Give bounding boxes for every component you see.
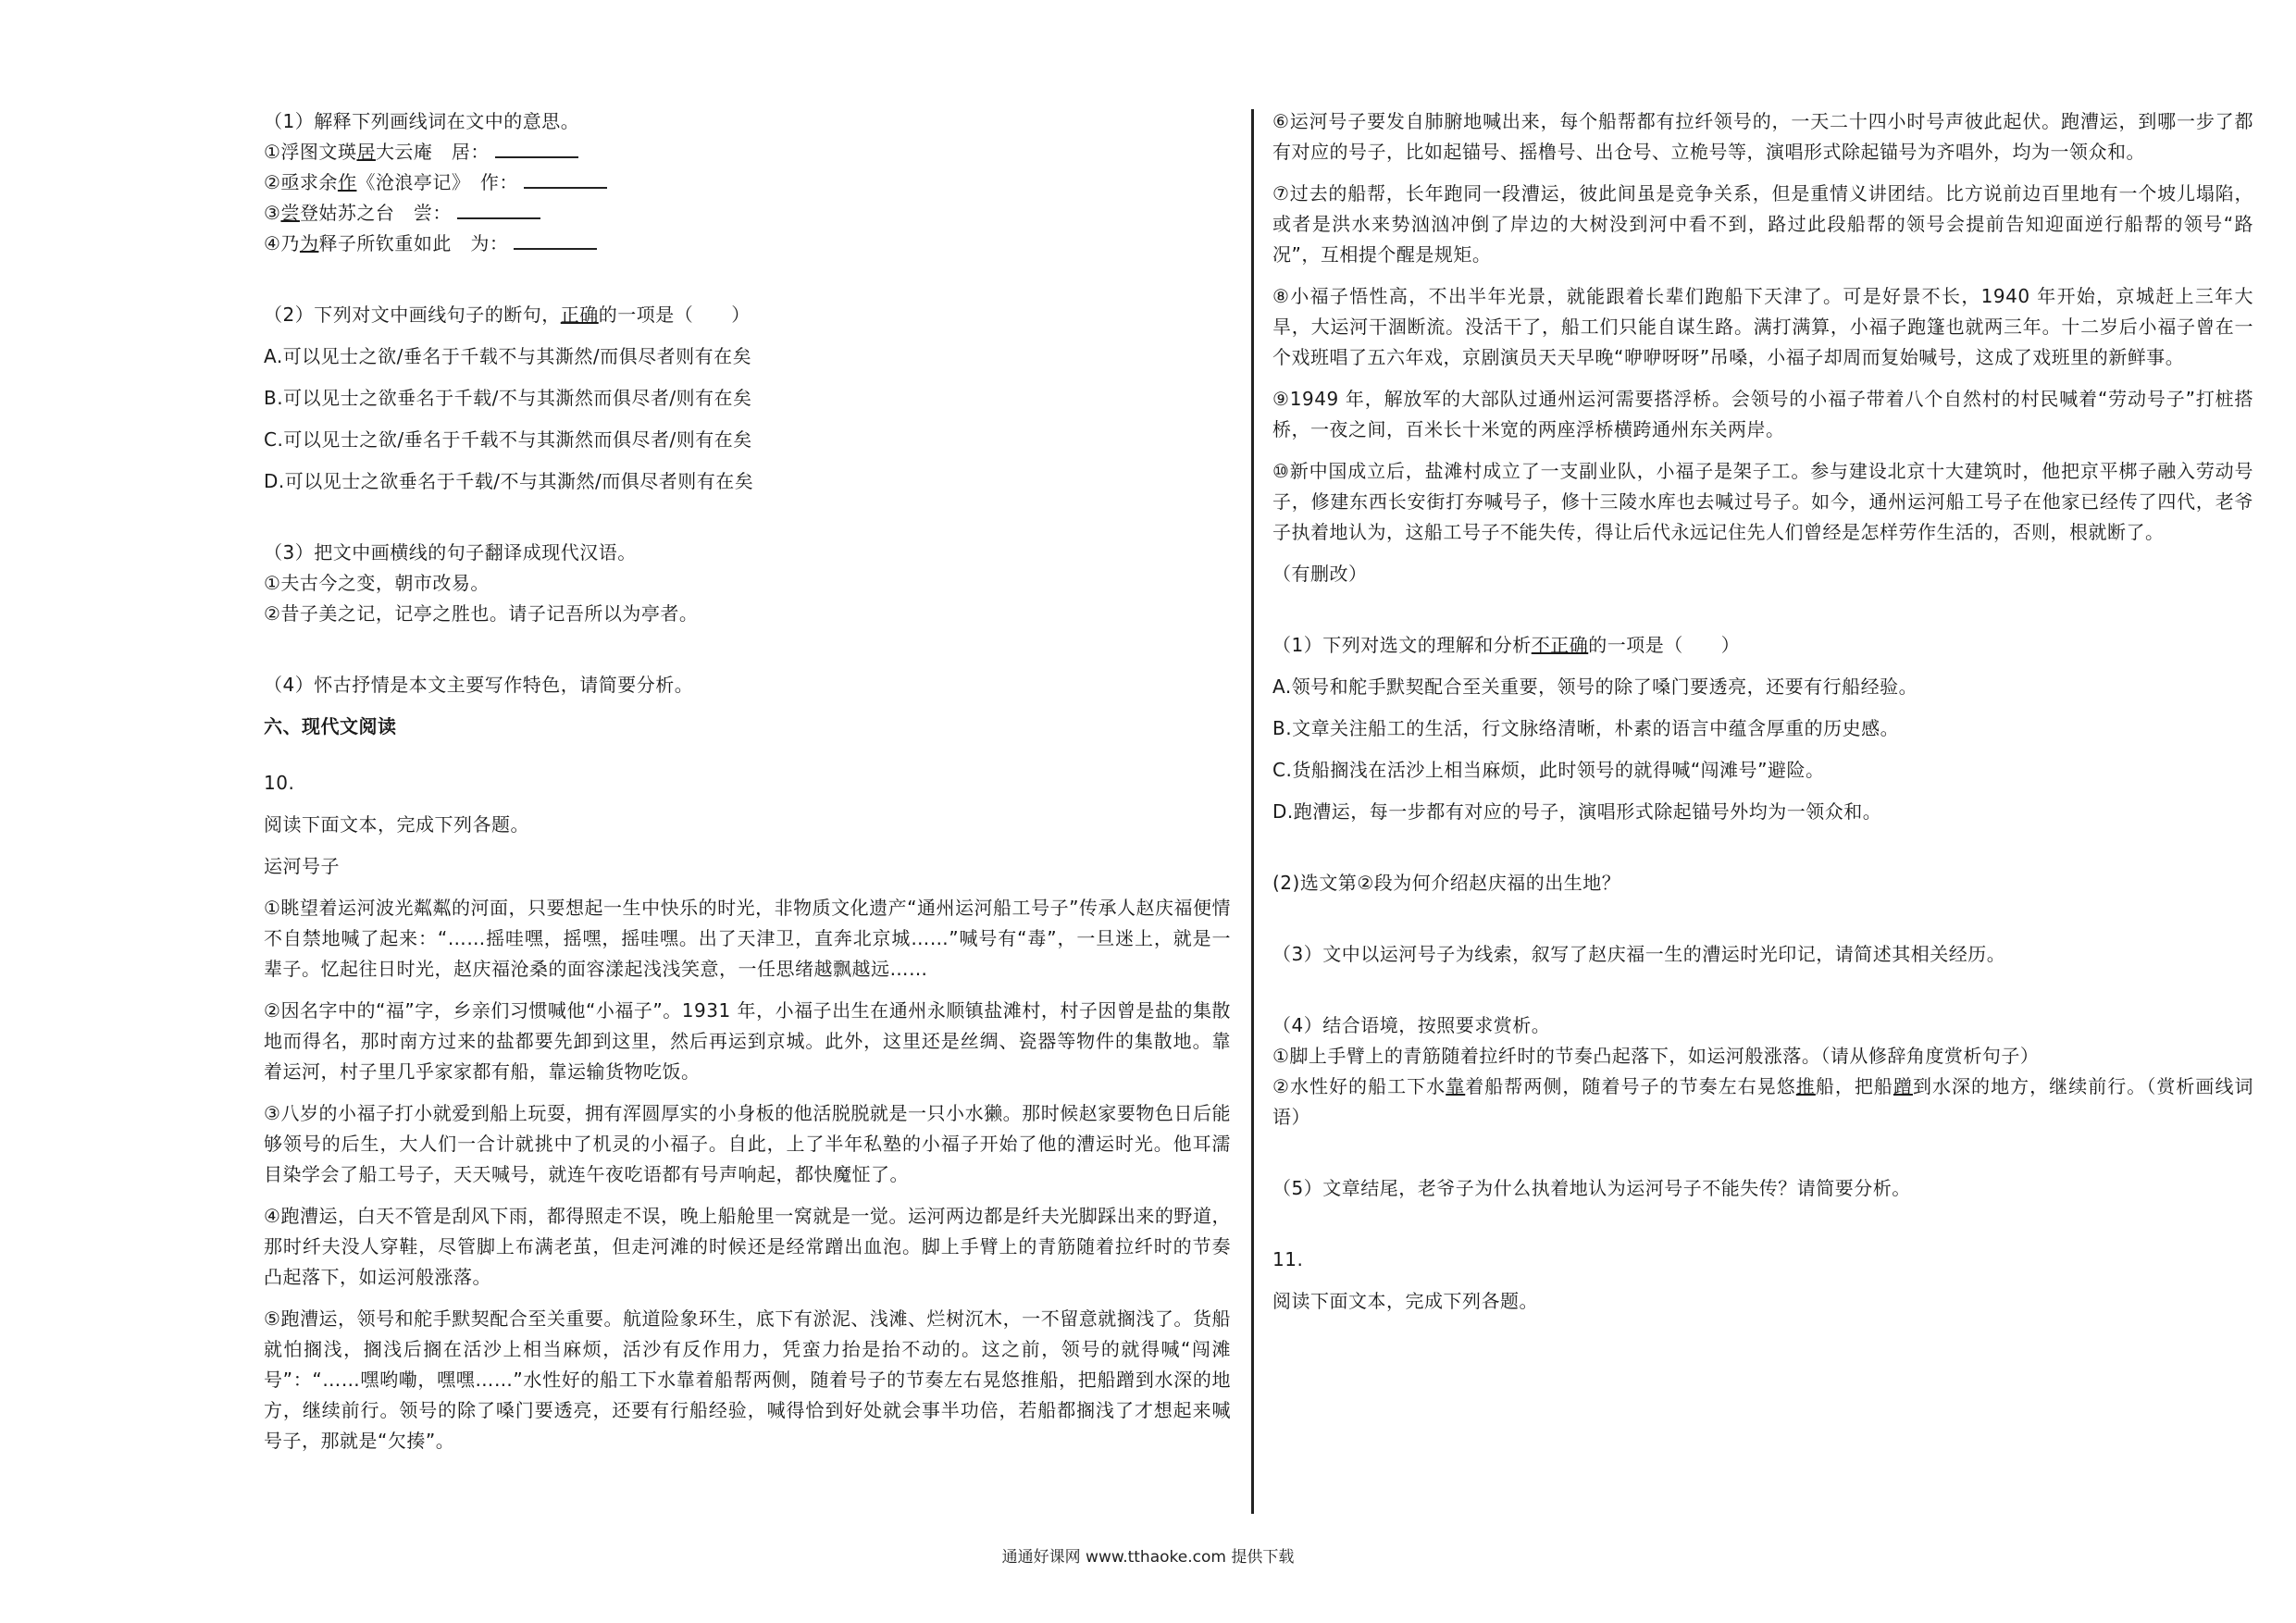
section-heading: 六、现代文阅读 <box>264 715 397 737</box>
q3-item-2: ②昔子美之记，记亭之胜也。请子记吾所以为亭者。 <box>264 602 699 625</box>
right-column <box>1272 106 2253 1317</box>
q1-head-right: （1）下列对选文的理解和分析不正确的一项是（ ） <box>1272 634 1741 656</box>
article-paragraph-5: ⑤跑漕运，领号和舵手默契配合至关重要。航道险象环生，底下有淤泥、浅滩、烂树沉木，一不留意就搁浅了。货船就怕搁浅，搁浅后搁在活沙上相当麻烦，活沙有反作用力，凭蛮力抬是抬不动的。这之前，领号的就得喊“闯滩号”：“……嘿哟嘞，嘿嘿……”水性好的船工下水靠着船帮两侧，随着号子的节奏左右晃悠推船，把船蹭到水深的地方，继续前行。领号的除了嗓门要透亮，还要有行船经验，喊得恰到好处就会事半功倍，若船都搁浅了才想起来喊号子，那就是“欠揍”。 <box>264 1307 1231 1452</box>
q1-item-2: ②亟求余作《沧浪亭记》 作： <box>264 167 1231 198</box>
q10-intro: 阅读下面文本，完成下列各题。 <box>264 813 529 836</box>
article-paragraph-9: ⑨1949 年，解放军的大部队过通州运河需要搭浮桥。会领号的小福子带着八个自然村的村民喊着“劳动号子”打桩搭桥，一夜之间，百米长十米宽的两座浮桥横跨通州东关两岸。 <box>1272 388 2253 440</box>
q3-item-1: ①夫古今之变，朝市改易。 <box>264 572 490 594</box>
left-column <box>264 106 1231 1456</box>
q2-option-d: D.可以见士之欲垂名于千载/不与其澌然/而俱尽者则有在矣 <box>264 470 754 492</box>
q2-question-right: (2)选文第②段为何介绍赵庆福的出生地？ <box>1272 872 1621 894</box>
article-paragraph-6: ⑥运河号子要发自肺腑地喊出来，每个船帮都有拉纤领号的，一天二十四小时号声彼此起伏。跑漕运，到哪一步了都有对应的号子，比如起锚号、摇橹号、出仓号、立桅号等，演唱形式除起锚号为齐唱外，均为一领众和。 <box>1272 110 2253 163</box>
q1-item-4: ④乃为释子所钦重如此 为： <box>264 229 1231 259</box>
q11-intro: 阅读下面文本，完成下列各题。 <box>1272 1290 1538 1312</box>
q1-head: （1）解释下列画线词在文中的意思。 <box>264 110 580 132</box>
q2-option-c: C.可以见士之欲/垂名于千载不与其澌然而俱尽者/则有在矣 <box>264 428 752 451</box>
page-footer: 通通好课网 www.tthaoke.com 提供下载 <box>1001 1548 1295 1567</box>
question-number-10: 10. <box>264 772 295 794</box>
article-paragraph-2: ②因名字中的“福”字，乡亲们习惯喊他“小福子”。1931 年，小福子出生在通州永顺镇盐滩村，村子因曾是盐的集散地而得名，那时南方过来的盐都要先卸到这里，然后再运到京城。此外，这里还是丝绸、瓷器等物件的集散地。靠着运河，村子里几乎家家都有船，靠运输货物吃饭。 <box>264 999 1231 1083</box>
article-paragraph-3: ③八岁的小福子打小就爱到船上玩耍，拥有浑圆厚实的小身板的他活脱脱就是一只小水獭。那时候赵家要物色日后能够领号的后生，大人们一合计就挑中了机灵的小福子。自此，上了半年私塾的小福子开始了他的漕运时光。他耳濡目染学会了船工号子，天天喊号，就连午夜吃语都有号声响起，都快魔怔了。 <box>264 1102 1231 1185</box>
q1-option-b: B.文章关注船工的生活，行文脉络清晰，朴素的语言中蕴含厚重的历史感。 <box>1272 717 1900 739</box>
source-note: （有删改） <box>1272 563 1368 585</box>
q2-option-b: B.可以见士之欲垂名于千载/不与其澌然而俱尽者/则有在矣 <box>264 387 752 409</box>
article-paragraph-8: ⑧小福子悟性高，不出半年光景，就能跟着长辈们跑船下天津了。可是好景不长，1940 年开始，京城赶上三年大旱，大运河干涸断流。没活干了，船工们只能自谋生路。满打满算，小福子跑篷也就两三年。十二岁后小福子曾在一个戏班唱了五六年戏，京剧演员天天早晚“咿咿呀呀”吊嗓，小福子却周而复始喊号，这成了戏班里的新鲜事。 <box>1272 285 2253 368</box>
answer-blank <box>524 170 607 189</box>
answer-blank <box>457 201 540 219</box>
q1-option-a: A.领号和舵手默契配合至关重要，领号的除了嗓门要透亮，还要有行船经验。 <box>1272 675 1918 698</box>
question-number-11: 11. <box>1272 1248 1304 1270</box>
q3-question-right: （3）文中以运河号子为线索，叙写了赵庆福一生的漕运时光印记，请简述其相关经历。 <box>1272 943 2006 965</box>
q2-option-a: A.可以见士之欲/垂名于千载不与其澌然/而俱尽者则有在矣 <box>264 345 752 367</box>
answer-blank <box>514 231 597 250</box>
column-divider <box>1251 109 1254 1514</box>
q4-item-2: ②水性好的船工下水靠着船帮两侧，随着号子的节奏左右晃悠推船，把船蹭到水深的地方，继续前行。（赏析画线词语） <box>1272 1075 2253 1128</box>
q4-item-1: ①脚上手臂上的青筋随着拉纤时的节奏凸起落下，如运河般涨落。（请从修辞角度赏析句子） <box>1272 1045 2040 1067</box>
q4-question: （4）怀古抒情是本文主要写作特色，请简要分析。 <box>264 674 694 696</box>
article-paragraph-1: ①眺望着运河波光粼粼的河面，只要想起一生中快乐的时光，非物质文化遗产“通州运河船工号子”传承人赵庆福便情不自禁地喊了起来：“……摇哇嘿，摇嘿，摇哇嘿。出了天津卫，直奔北京城……”喊号有“毒”，一旦迷上，就是一辈子。忆起往日时光，赵庆福沧桑的面容漾起浅浅笑意，一任思绪越飘越远…… <box>264 897 1231 980</box>
q1-option-d: D.跑漕运，每一步都有对应的号子，演唱形式除起锚号外均为一领众和。 <box>1272 800 1882 823</box>
q1-item-3: ③尝登姑苏之台 尝： <box>264 198 1231 229</box>
q4-head-right: （4）结合语境，按照要求赏析。 <box>1272 1014 1551 1036</box>
q3-head: （3）把文中画横线的句子翻译成现代汉语。 <box>264 541 637 564</box>
article-paragraph-7: ⑦过去的船帮，长年跑同一段漕运，彼此间虽是竞争关系，但是重情义讲团结。比方说前边百里地有一个坡儿塌陷，或者是洪水来势汹汹冲倒了岸边的大树没到河中看不到，路过此段船帮的领号会提前告知迎面逆行船帮的领号“路况”，互相提个醒是规矩。 <box>1272 182 2253 266</box>
q1-item-1: ①浮图文瑛居大云庵 居： <box>264 137 1231 167</box>
article-paragraph-10: ⑩新中国成立后，盐滩村成立了一支副业队，小福子是架子工。参与建设北京十大建筑时，他把京平梆子融入劳动号子，修建东西长安街打夯喊号子，修十三陵水库也去喊过号子。如今，通州运河船工号子在他家已经传了四代，老爷子执着地认为，这船工号子不能失传，得让后代永远记住先人们曾经是怎样劳作生活的，否则，根就断了。 <box>1272 460 2253 543</box>
answer-blank <box>495 140 578 158</box>
q1-option-c: C.货船搁浅在活沙上相当麻烦，此时领号的就得喊“闯滩号”避险。 <box>1272 759 1825 781</box>
q5-question-right: （5）文章结尾，老爷子为什么执着地认为运河号子不能失传？请简要分析。 <box>1272 1177 1911 1199</box>
q2-head: （2）下列对文中画线句子的断句，正确的一项是（ ） <box>264 304 751 326</box>
article-title: 运河号子 <box>264 855 340 877</box>
article-paragraph-4: ④跑漕运，白天不管是刮风下雨，都得照走不误，晚上船舱里一窝就是一觉。运河两边都是纤夫光脚踩出来的野道，那时纤夫没人穿鞋，尽管脚上布满老茧，但走河滩的时候还是经常蹭出血泡。脚上手臂上的青筋随着拉纤时的节奏凸起落下，如运河般涨落。 <box>264 1205 1231 1288</box>
